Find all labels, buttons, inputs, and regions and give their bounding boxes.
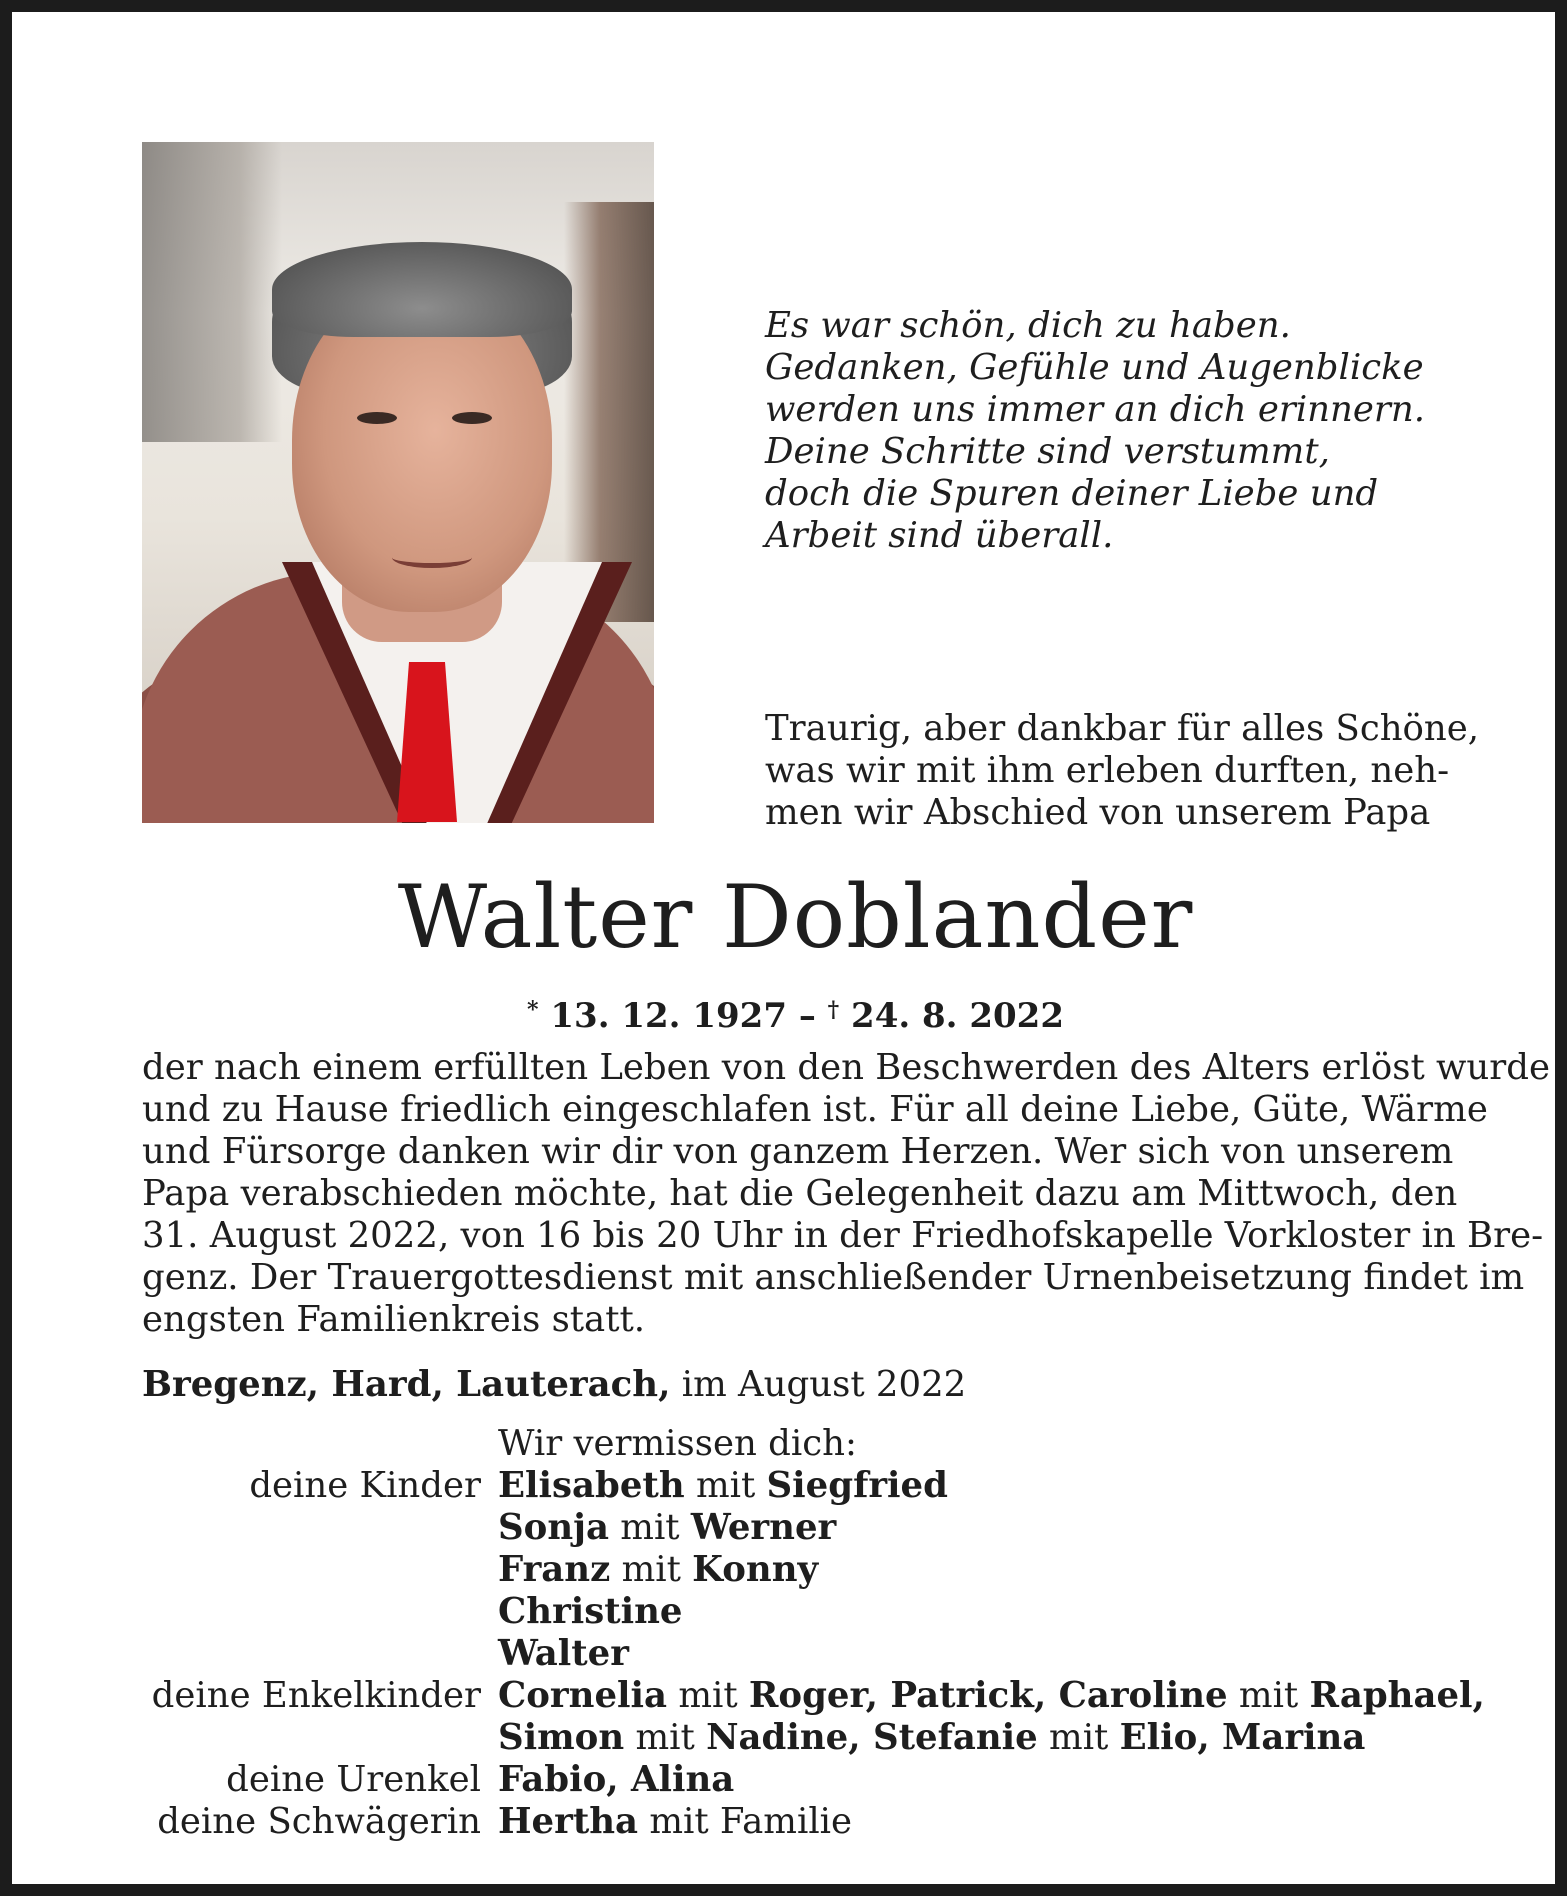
body-line: Papa verabschieden möchte, hat die Gelegenheit dazu am Mittwoch, den bbox=[142, 1173, 1458, 1214]
death-date: 24. 8. 2022 bbox=[851, 996, 1064, 1036]
connector: mit bbox=[695, 1465, 756, 1506]
survivors-heading: Wir vermissen dich: bbox=[498, 1423, 857, 1464]
connector: mit bbox=[678, 1675, 738, 1716]
intro-text bbox=[765, 708, 1479, 834]
member-name: Franz bbox=[498, 1549, 611, 1590]
place-date bbox=[142, 1364, 966, 1406]
member-name: Siegfried bbox=[766, 1465, 948, 1506]
member-name: Konny bbox=[692, 1549, 819, 1590]
member-name: Simon bbox=[498, 1717, 625, 1758]
family-member bbox=[498, 1591, 683, 1633]
connector: mit bbox=[1238, 1675, 1299, 1716]
member-name: Christine bbox=[498, 1591, 683, 1632]
body-line: und zu Hause friedlich eingeschlafen ist. Für all deine Liebe, Güte, Wärme bbox=[142, 1089, 1488, 1130]
member-name: Cornelia bbox=[498, 1675, 668, 1716]
member-name: Walter bbox=[498, 1633, 629, 1674]
death-symbol: † bbox=[827, 997, 840, 1023]
poem-line: Gedanken, Gefühle und Augenblicke bbox=[765, 347, 1424, 388]
life-dates bbox=[12, 990, 1567, 1036]
relation-label: deine Schwägerin bbox=[157, 1801, 481, 1842]
connector: mit Familie bbox=[649, 1801, 853, 1842]
member-name: Fabio, Alina bbox=[498, 1759, 735, 1800]
month-year: im August 2022 bbox=[681, 1364, 967, 1405]
member-name: Nadine, Stefanie bbox=[706, 1717, 1038, 1758]
birth-symbol: * bbox=[527, 997, 539, 1023]
intro-line: men wir Abschied von unserem Papa bbox=[765, 792, 1431, 833]
family-member bbox=[498, 1759, 734, 1801]
family-member bbox=[498, 1465, 948, 1507]
connector: mit bbox=[635, 1717, 695, 1758]
intro-line: Traurig, aber dankbar für alles Schöne, bbox=[765, 708, 1480, 749]
deceased-name: Walter Doblander bbox=[397, 866, 1194, 968]
body-line: genz. Der Trauergottesdienst mit anschließender Urnenbeisetzung findet im bbox=[142, 1257, 1525, 1298]
member-name: Roger, Patrick, Caroline bbox=[748, 1675, 1228, 1716]
member-name: Elio, Marina bbox=[1119, 1717, 1366, 1758]
poem-line: Deine Schritte sind verstummt, bbox=[765, 431, 1330, 472]
family-member bbox=[498, 1549, 818, 1591]
family-member bbox=[498, 1675, 1485, 1717]
family-member bbox=[498, 1507, 836, 1549]
member-name: Raphael, bbox=[1309, 1675, 1485, 1716]
poem bbox=[765, 305, 1425, 557]
relation-label: deine Urenkel bbox=[226, 1759, 481, 1800]
body-line: 31. August 2022, von 16 bis 20 Uhr in der Friedhofskapelle Vorkloster in Bre- bbox=[142, 1215, 1544, 1256]
relation-label: deine Enkelkinder bbox=[151, 1675, 481, 1716]
survivors-list bbox=[12, 1423, 1567, 1843]
poem-line: werden uns immer an dich erinnern. bbox=[765, 389, 1426, 430]
poem-line: Es war schön, dich zu haben. bbox=[765, 305, 1291, 346]
member-name: Sonja bbox=[498, 1507, 609, 1548]
obituary-body bbox=[142, 1047, 1550, 1341]
intro-line: was wir mit ihm erleben durften, neh- bbox=[765, 750, 1450, 791]
connector: mit bbox=[620, 1507, 680, 1548]
family-member bbox=[498, 1801, 852, 1843]
body-line: und Fürsorge danken wir dir von ganzem Herzen. Wer sich von unserem bbox=[142, 1131, 1454, 1172]
birth-date: 13. 12. 1927 bbox=[550, 996, 787, 1036]
connector: mit bbox=[1049, 1717, 1109, 1758]
relation-label: deine Kinder bbox=[249, 1465, 481, 1506]
body-line: der nach einem erfüllten Leben von den Beschwerden des Alters erlöst wurde bbox=[142, 1047, 1550, 1088]
towns: Bregenz, Hard, Lauterach, bbox=[142, 1364, 671, 1405]
member-name: Werner bbox=[690, 1507, 837, 1548]
poem-line: Arbeit sind überall. bbox=[765, 515, 1114, 556]
portrait-photo bbox=[142, 142, 654, 823]
member-name: Hertha bbox=[498, 1801, 639, 1842]
connector: mit bbox=[621, 1549, 681, 1590]
poem-line: doch die Spuren deiner Liebe und bbox=[765, 473, 1379, 514]
date-separator: – bbox=[798, 996, 816, 1036]
family-member bbox=[498, 1633, 629, 1675]
family-member bbox=[498, 1717, 1365, 1759]
member-name: Elisabeth bbox=[498, 1465, 685, 1506]
body-line: engsten Familienkreis statt. bbox=[142, 1299, 646, 1340]
